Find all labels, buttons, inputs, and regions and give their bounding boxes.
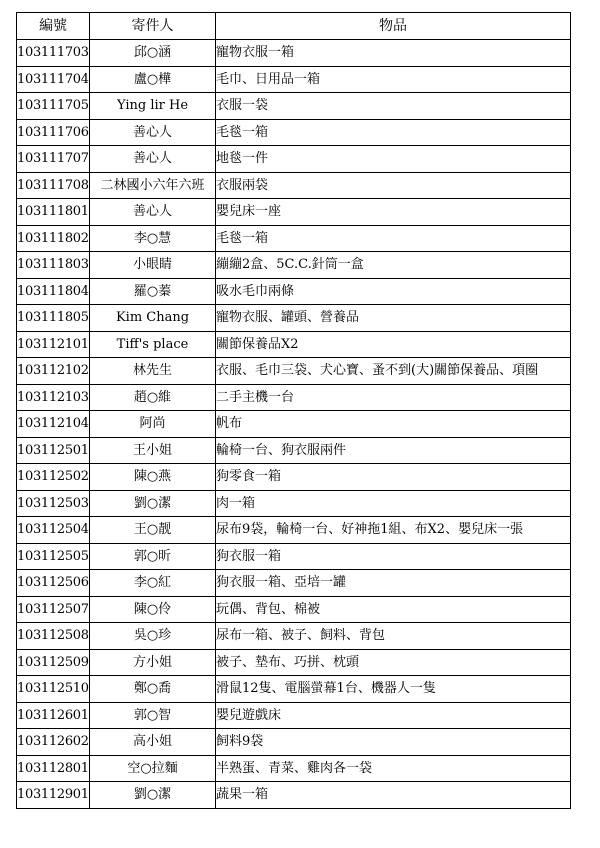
row-sender: 小眼睛	[90, 252, 216, 279]
row-id: 103111708	[17, 172, 90, 199]
table-row	[17, 676, 571, 703]
table-row	[17, 623, 571, 650]
row-item: 尿布9袋，輪椅一台、好神拖1組、布X2、嬰兒床一張	[216, 517, 571, 544]
row-sender: 王○靓	[90, 517, 216, 544]
table-row	[17, 729, 571, 756]
table-row	[17, 252, 571, 279]
row-item: 毛毯一箱	[216, 119, 571, 146]
row-id: 103112901	[17, 782, 90, 809]
row-id: 103111803	[17, 252, 90, 279]
table-row	[17, 358, 571, 385]
table-row	[17, 66, 571, 93]
row-item: 毛巾、日用品一箱	[216, 66, 571, 93]
row-id: 103112102	[17, 358, 90, 385]
row-sender: 趙○維	[90, 384, 216, 411]
row-sender: 二林國小六年六班	[90, 172, 216, 199]
row-item: 吸水毛巾兩條	[216, 278, 571, 305]
row-sender: 羅○蓁	[90, 278, 216, 305]
row-sender: 王小姐	[90, 437, 216, 464]
row-sender: 善心人	[90, 146, 216, 173]
row-item: 毛毯一箱	[216, 225, 571, 252]
row-item: 輪椅一台、狗衣服兩件	[216, 437, 571, 464]
row-id: 103112101	[17, 331, 90, 358]
row-id: 103111706	[17, 119, 90, 146]
row-id: 103112505	[17, 543, 90, 570]
table-row	[17, 411, 571, 438]
row-id: 103112509	[17, 649, 90, 676]
row-id: 103112503	[17, 490, 90, 517]
row-sender: 善心人	[90, 199, 216, 226]
row-sender: 郭○智	[90, 702, 216, 729]
row-id: 103112801	[17, 755, 90, 782]
row-id: 103111707	[17, 146, 90, 173]
row-sender: 陳○燕	[90, 464, 216, 491]
row-item: 狗衣服一箱	[216, 543, 571, 570]
table-row	[17, 782, 571, 809]
row-id: 103112601	[17, 702, 90, 729]
table-row	[17, 225, 571, 252]
row-sender: 劉○潔	[90, 490, 216, 517]
row-item: 寵物衣服、罐頭、營養品	[216, 305, 571, 332]
row-id: 103111804	[17, 278, 90, 305]
row-sender: 鄭○喬	[90, 676, 216, 703]
row-item: 狗零食一箱	[216, 464, 571, 491]
row-item: 二手主機一台	[216, 384, 571, 411]
donation-table	[16, 12, 571, 809]
row-id: 103112510	[17, 676, 90, 703]
row-item: 被子、墊布、巧拼、枕頭	[216, 649, 571, 676]
header-sender: 寄件人	[90, 13, 216, 40]
row-id: 103111801	[17, 199, 90, 226]
header-row	[17, 13, 571, 40]
table-row	[17, 278, 571, 305]
row-item: 飼料9袋	[216, 729, 571, 756]
row-item: 滑鼠12隻、電腦螢幕1台、機器人一隻	[216, 676, 571, 703]
row-sender: Tiff's place	[90, 331, 216, 358]
row-sender: 方小姐	[90, 649, 216, 676]
row-id: 103112507	[17, 596, 90, 623]
row-id: 103112502	[17, 464, 90, 491]
row-item: 衣服兩袋	[216, 172, 571, 199]
row-sender: 善心人	[90, 119, 216, 146]
row-sender: 阿尚	[90, 411, 216, 438]
table-row	[17, 199, 571, 226]
row-item: 嬰兒遊戲床	[216, 702, 571, 729]
header-item: 物品	[216, 13, 571, 40]
row-sender: 劉○潔	[90, 782, 216, 809]
row-sender: 李○紅	[90, 570, 216, 597]
row-sender: 空○拉麵	[90, 755, 216, 782]
row-item: 繃繃2盒、5C.C.針筒一盒	[216, 252, 571, 279]
row-id: 103112602	[17, 729, 90, 756]
table-row	[17, 702, 571, 729]
table-row	[17, 384, 571, 411]
row-sender: Kim Chang	[90, 305, 216, 332]
row-sender: 高小姐	[90, 729, 216, 756]
table-row	[17, 490, 571, 517]
row-id: 103111705	[17, 93, 90, 120]
table-row	[17, 649, 571, 676]
row-id: 103111805	[17, 305, 90, 332]
table-row	[17, 93, 571, 120]
row-id: 103112103	[17, 384, 90, 411]
row-id: 103111802	[17, 225, 90, 252]
header-id: 編號	[17, 13, 90, 40]
row-item: 地毯一件	[216, 146, 571, 173]
row-sender: 吳○珍	[90, 623, 216, 650]
row-sender: Ying lir He	[90, 93, 216, 120]
table-row	[17, 437, 571, 464]
table-row	[17, 119, 571, 146]
row-sender: 邱○涵	[90, 40, 216, 67]
table-row	[17, 331, 571, 358]
table-row	[17, 146, 571, 173]
table-row	[17, 517, 571, 544]
table-row	[17, 464, 571, 491]
row-id: 103112506	[17, 570, 90, 597]
row-item: 衣服一袋	[216, 93, 571, 120]
row-item: 關節保養品X2	[216, 331, 571, 358]
row-item: 狗衣服一箱、亞培一罐	[216, 570, 571, 597]
table-row	[17, 543, 571, 570]
row-item: 半熟蛋、青菜、雞肉各一袋	[216, 755, 571, 782]
row-sender: 李○慧	[90, 225, 216, 252]
row-sender: 盧○樺	[90, 66, 216, 93]
row-id: 103112504	[17, 517, 90, 544]
table-row	[17, 305, 571, 332]
row-item: 寵物衣服一箱	[216, 40, 571, 67]
row-item: 玩偶、背包、棉被	[216, 596, 571, 623]
row-id: 103112104	[17, 411, 90, 438]
row-item: 尿布一箱、被子、飼料、背包	[216, 623, 571, 650]
row-item: 蔬果一箱	[216, 782, 571, 809]
row-item: 肉一箱	[216, 490, 571, 517]
table-row	[17, 570, 571, 597]
row-item: 嬰兒床一座	[216, 199, 571, 226]
row-sender: 陳○伶	[90, 596, 216, 623]
row-id: 103112508	[17, 623, 90, 650]
row-item: 衣服、毛巾三袋、犬心寶、蚤不到(大)關節保養品、項圈	[216, 358, 571, 385]
table-row	[17, 755, 571, 782]
row-id: 103111703	[17, 40, 90, 67]
table-body	[17, 40, 571, 809]
row-sender: 郭○昕	[90, 543, 216, 570]
table-row	[17, 172, 571, 199]
row-sender: 林先生	[90, 358, 216, 385]
row-id: 103112501	[17, 437, 90, 464]
row-item: 帆布	[216, 411, 571, 438]
table-row	[17, 40, 571, 67]
row-id: 103111704	[17, 66, 90, 93]
table-row	[17, 596, 571, 623]
